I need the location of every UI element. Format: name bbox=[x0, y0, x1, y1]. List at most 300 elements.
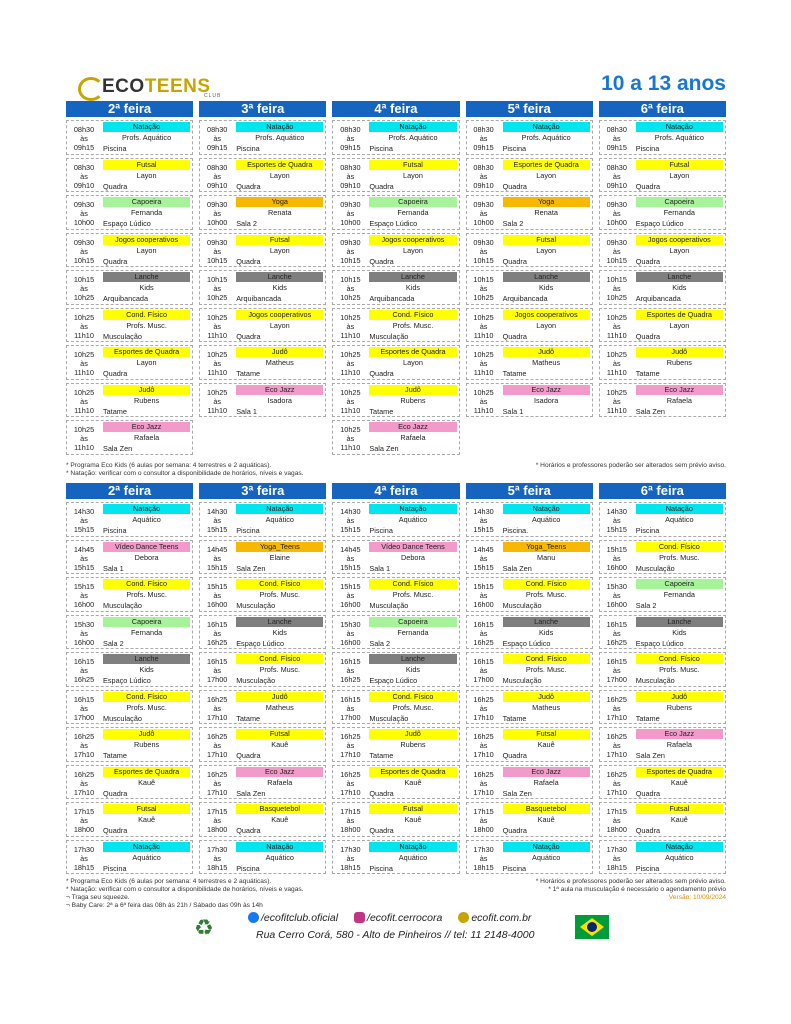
class-time bbox=[604, 238, 630, 265]
facebook-link[interactable]: /ecofitclub.oficial bbox=[248, 912, 338, 924]
note-line: * Horários e professores poderão ser alterados sem prévio aviso. bbox=[535, 878, 726, 885]
time-line: 14h45 bbox=[73, 544, 95, 554]
instructor-name: Kauê bbox=[271, 815, 289, 824]
activity-label: Esportes de Quadra bbox=[103, 767, 190, 777]
instructor-name: Kauê bbox=[138, 815, 156, 824]
room-name: Musculação bbox=[502, 676, 542, 685]
class-time bbox=[471, 507, 497, 534]
instructor-name: Kids bbox=[672, 283, 687, 292]
instructor-name: Aquático bbox=[398, 852, 428, 862]
room-name: Musculação bbox=[103, 713, 142, 723]
instructor-name: Aquático bbox=[132, 852, 161, 862]
time-line: às bbox=[346, 816, 355, 825]
room-name: Arquibancada bbox=[236, 294, 282, 303]
website-link[interactable]: ecofit.com.br bbox=[458, 912, 531, 924]
room-name: Quadra bbox=[236, 331, 261, 341]
room-name: Quadra bbox=[635, 331, 661, 341]
time-line: 17h10 bbox=[207, 787, 228, 797]
time-line: às bbox=[479, 359, 488, 368]
class-time bbox=[337, 275, 363, 302]
activity-label: Cond. Físico bbox=[369, 692, 456, 702]
class-time bbox=[337, 620, 363, 647]
time-line: 10h15 bbox=[207, 255, 228, 265]
time-line: 17h00 bbox=[473, 675, 494, 684]
instructor-name: Aquático bbox=[265, 852, 294, 862]
room-name: Espaço Lúdico bbox=[103, 676, 151, 685]
time-line: 17h30 bbox=[73, 844, 95, 854]
time-line: 08h30 bbox=[473, 125, 494, 134]
contact-footer bbox=[190, 911, 610, 945]
room-name: Espaço Lúdico bbox=[635, 638, 684, 648]
class-time bbox=[471, 238, 497, 265]
room-name: Piscina bbox=[635, 863, 660, 873]
activity-label: Futsal bbox=[636, 160, 723, 170]
time-line: 17h00 bbox=[73, 712, 95, 722]
room-name: Musculação bbox=[103, 601, 142, 610]
activity-label: Natação bbox=[636, 504, 723, 514]
instructor-name: Layon bbox=[136, 170, 157, 180]
time-line: 15h15 bbox=[340, 582, 361, 591]
time-line: 15h15 bbox=[473, 562, 494, 572]
time-line: 16h15 bbox=[73, 657, 95, 666]
class-time bbox=[471, 388, 497, 415]
time-line: 16h25 bbox=[473, 637, 494, 647]
time-line: 10h25 bbox=[606, 293, 627, 302]
class-time bbox=[71, 545, 97, 572]
time-line: às bbox=[346, 434, 355, 443]
time-line: 15h15 bbox=[473, 525, 494, 534]
class-slot bbox=[599, 802, 726, 837]
time-line: 17h10 bbox=[73, 750, 95, 759]
time-line: 16h25 bbox=[473, 694, 494, 704]
day-header: 3ª feira bbox=[199, 101, 326, 117]
time-line: 17h15 bbox=[473, 807, 494, 816]
room-name: Espaço Lúdico bbox=[103, 219, 151, 228]
activity-label: Judô bbox=[103, 385, 190, 395]
class-slot bbox=[599, 158, 726, 193]
class-time bbox=[337, 507, 363, 534]
room-name: Quadra bbox=[103, 256, 128, 266]
activity-label: Lanche bbox=[636, 272, 723, 282]
activity-label: Jogos cooperativos bbox=[369, 235, 456, 245]
class-slot bbox=[66, 765, 193, 800]
time-line: 16h25 bbox=[606, 732, 627, 741]
room-name: Sala 2 bbox=[502, 219, 524, 228]
class-slot bbox=[199, 345, 326, 380]
time-line: às bbox=[346, 246, 355, 256]
time-line: 15h30 bbox=[73, 619, 95, 629]
activity-label: Vídeo Dance Teens bbox=[369, 542, 456, 552]
time-line: às bbox=[80, 816, 88, 825]
room-name: Quadra bbox=[502, 331, 527, 341]
room-name: Piscina bbox=[103, 863, 127, 873]
class-slot bbox=[599, 577, 726, 612]
activity-label: Lanche bbox=[236, 272, 323, 282]
time-line: 10h00 bbox=[606, 218, 627, 227]
instructor-name: Matheus bbox=[532, 358, 561, 367]
time-line: às bbox=[346, 666, 355, 675]
time-line: 09h30 bbox=[606, 200, 627, 209]
room-name: Piscina bbox=[635, 144, 660, 153]
time-line: 10h00 bbox=[73, 218, 95, 227]
activity-label: Yoga_Teens bbox=[236, 542, 323, 552]
room-name: Sala Zen bbox=[236, 563, 266, 573]
class-time bbox=[604, 388, 630, 415]
time-line: 10h25 bbox=[606, 312, 627, 322]
class-slot bbox=[466, 502, 593, 537]
class-slot bbox=[66, 577, 193, 612]
room-name: Musculação bbox=[369, 601, 409, 610]
activity-label: Eco Jazz bbox=[236, 385, 323, 395]
room-name: Musculação bbox=[103, 331, 142, 341]
class-time bbox=[71, 620, 97, 647]
class-time bbox=[337, 657, 363, 684]
instructor-name: Rubens bbox=[400, 395, 426, 405]
time-line: 10h25 bbox=[340, 312, 361, 322]
time-line: às bbox=[213, 209, 222, 218]
time-line: 11h10 bbox=[340, 368, 361, 377]
instructor-name: Matheus bbox=[265, 702, 294, 712]
room-name: Sala Zen bbox=[369, 444, 399, 453]
time-line: 16h15 bbox=[207, 657, 228, 666]
activity-label: Eco Jazz bbox=[636, 385, 723, 395]
activity-label: Natação bbox=[369, 504, 456, 514]
class-slot bbox=[66, 502, 193, 537]
class-time bbox=[471, 313, 497, 340]
class-slot bbox=[466, 345, 593, 380]
room-name: Piscina bbox=[502, 144, 527, 153]
time-line: 09h10 bbox=[473, 180, 494, 190]
class-time bbox=[604, 620, 630, 647]
room-name: Quadra bbox=[103, 826, 128, 835]
class-slot bbox=[466, 802, 593, 837]
instructor-name: Kauê bbox=[537, 740, 555, 749]
class-slot bbox=[466, 540, 593, 575]
day-column bbox=[199, 483, 326, 877]
instructor-name: Layon bbox=[136, 358, 157, 367]
class-time bbox=[337, 238, 363, 265]
class-time bbox=[471, 200, 497, 227]
time-line: às bbox=[612, 284, 621, 293]
activity-label: Capoeira bbox=[636, 579, 723, 589]
room-name: Piscina bbox=[635, 526, 660, 535]
time-line: 15h15 bbox=[340, 562, 361, 572]
instagram-link[interactable]: /ecofit.cerrocora bbox=[354, 912, 442, 924]
room-name: Sala 2 bbox=[236, 219, 257, 228]
class-time bbox=[71, 507, 97, 534]
activity-label: Eco Jazz bbox=[236, 767, 323, 777]
room-name: Tatame bbox=[369, 406, 394, 416]
time-line: 10h25 bbox=[473, 387, 494, 397]
time-line: 10h25 bbox=[473, 293, 494, 302]
instructor-name: Aquático bbox=[665, 515, 694, 524]
time-line: 16h00 bbox=[606, 600, 627, 609]
activity-label: Cond. Físico bbox=[103, 692, 190, 702]
time-line: 15h15 bbox=[73, 562, 95, 572]
activity-label: Yoga_Teens bbox=[503, 542, 590, 552]
room-name: Quadra bbox=[103, 788, 128, 798]
room-name: Piscina bbox=[103, 526, 127, 535]
time-line: 18h15 bbox=[340, 862, 361, 872]
time-line: às bbox=[213, 591, 222, 600]
time-line: 14h45 bbox=[340, 544, 361, 554]
room-name: Tatame bbox=[369, 751, 394, 760]
time-line: 08h30 bbox=[606, 162, 627, 172]
time-line: às bbox=[213, 778, 222, 788]
time-line: 17h30 bbox=[207, 844, 228, 854]
activity-label: Esportes de Quadra bbox=[636, 767, 723, 777]
time-line: às bbox=[612, 591, 621, 600]
activity-label: Eco Jazz bbox=[503, 385, 590, 395]
time-line: 10h15 bbox=[473, 255, 494, 265]
time-line: 17h30 bbox=[606, 844, 627, 854]
day-header: 6ª feira bbox=[599, 101, 726, 117]
time-line: 17h10 bbox=[473, 787, 494, 797]
time-line: 11h10 bbox=[74, 368, 94, 377]
class-slot bbox=[332, 502, 459, 537]
time-line: 09h30 bbox=[340, 200, 361, 209]
class-slot bbox=[599, 383, 726, 418]
activity-label: Natação bbox=[369, 842, 456, 852]
class-time bbox=[337, 695, 363, 722]
time-line: às bbox=[612, 703, 621, 713]
time-line: às bbox=[479, 321, 488, 331]
time-line: 17h10 bbox=[606, 787, 627, 797]
time-line: às bbox=[612, 778, 621, 788]
time-line: 16h15 bbox=[606, 619, 627, 629]
class-slot bbox=[66, 690, 193, 725]
instructor-name: Rafaela bbox=[666, 740, 692, 749]
room-name: Quadra bbox=[635, 788, 661, 798]
instructor-name: Profs. Musc. bbox=[659, 552, 700, 562]
class-time bbox=[471, 582, 497, 609]
instructor-name: Kauê bbox=[138, 777, 156, 787]
time-line: 16h15 bbox=[340, 657, 361, 666]
instructor-name: Layon bbox=[269, 320, 290, 330]
instructor-name: Profs. Musc. bbox=[259, 590, 301, 599]
instructor-name: Renata bbox=[534, 208, 558, 217]
room-name: Quadra bbox=[635, 826, 661, 835]
room-name: Tatame bbox=[236, 369, 261, 378]
class-time bbox=[71, 200, 97, 227]
activity-label: Esportes de Quadra bbox=[503, 160, 590, 170]
class-slot bbox=[466, 120, 593, 155]
class-slot bbox=[199, 383, 326, 418]
time-line: 09h30 bbox=[207, 200, 228, 209]
instructor-name: Isadora bbox=[267, 395, 292, 405]
time-line: 10h25 bbox=[73, 387, 95, 397]
class-slot bbox=[199, 120, 326, 155]
activity-label: Eco Jazz bbox=[369, 422, 456, 432]
time-line: 17h10 bbox=[207, 712, 228, 722]
instructor-name: Aquático bbox=[265, 515, 294, 524]
class-time bbox=[204, 163, 230, 190]
instructor-name: Rubens bbox=[400, 740, 426, 749]
day-header: 5ª feira bbox=[466, 101, 593, 117]
instructor-name: Rubens bbox=[134, 395, 160, 405]
instructor-name: Fernanda bbox=[130, 627, 163, 637]
class-slot bbox=[466, 195, 593, 230]
class-slot bbox=[199, 502, 326, 537]
time-line: às bbox=[80, 666, 88, 675]
afternoon-notes bbox=[66, 878, 726, 910]
activity-label: Futsal bbox=[503, 235, 590, 245]
note-line: * Natação: verificar com o consultor a disponibilidade de horários, níveis e vagas. bbox=[66, 470, 304, 477]
time-line: 09h30 bbox=[340, 237, 361, 247]
time-line: 10h15 bbox=[73, 275, 95, 284]
class-slot bbox=[599, 840, 726, 875]
instructor-name: Kauê bbox=[670, 777, 688, 787]
class-slot bbox=[66, 158, 193, 193]
time-line: às bbox=[80, 853, 88, 863]
class-time bbox=[604, 350, 630, 377]
time-line: 15h30 bbox=[606, 582, 627, 591]
time-line: 10h25 bbox=[606, 350, 627, 359]
instructor-name: Kauê bbox=[537, 815, 555, 824]
time-line: 11h10 bbox=[606, 368, 627, 377]
activity-label: Futsal bbox=[103, 160, 190, 170]
activity-label: Futsal bbox=[103, 804, 190, 814]
activity-label: Natação bbox=[636, 842, 723, 852]
day-header: 2ª feira bbox=[66, 483, 193, 499]
time-line: 16h15 bbox=[606, 657, 627, 666]
activity-label: Natação bbox=[369, 122, 456, 132]
activity-label: Eco Jazz bbox=[503, 767, 590, 777]
time-line: 16h25 bbox=[73, 732, 95, 741]
activity-label: Futsal bbox=[236, 235, 323, 245]
instructor-name: Kids bbox=[272, 283, 287, 292]
time-line: 16h25 bbox=[606, 637, 627, 647]
day-column bbox=[332, 101, 459, 458]
time-line: 18h00 bbox=[473, 825, 494, 834]
room-name: Arquibancada bbox=[369, 294, 415, 303]
time-line: às bbox=[479, 628, 488, 638]
activity-label: Futsal bbox=[369, 160, 456, 170]
class-slot bbox=[599, 615, 726, 650]
time-line: 18h15 bbox=[473, 862, 494, 872]
class-time bbox=[604, 545, 630, 572]
class-time bbox=[471, 275, 497, 302]
time-line: 09h15 bbox=[473, 143, 494, 152]
time-line: 09h10 bbox=[207, 180, 228, 190]
note-line: * Programa Eco Kids (6 aulas por semana: 4 terrestres e 2 aquáticas). bbox=[66, 878, 272, 885]
class-time bbox=[71, 582, 97, 609]
room-name: Musculação bbox=[369, 331, 409, 341]
instructor-name: Layon bbox=[403, 358, 423, 367]
address-line: Rua Cerro Corá, 580 - Alto de Pinheiros // tel: 11 2148-4000 bbox=[256, 929, 535, 941]
time-line: às bbox=[346, 553, 355, 563]
time-line: às bbox=[346, 134, 355, 143]
room-name: Musculação bbox=[369, 713, 409, 723]
time-line: 09h30 bbox=[207, 237, 228, 247]
time-line: 15h15 bbox=[473, 582, 494, 591]
class-time bbox=[604, 657, 630, 684]
time-line: 18h00 bbox=[73, 825, 95, 834]
time-line: às bbox=[213, 396, 222, 406]
instructor-name: Isadora bbox=[533, 395, 559, 405]
time-line: 16h00 bbox=[473, 600, 494, 609]
class-slot bbox=[332, 420, 459, 455]
class-time bbox=[204, 582, 230, 609]
time-line: às bbox=[80, 134, 88, 143]
class-slot bbox=[466, 233, 593, 268]
room-name: Sala 1 bbox=[369, 563, 391, 573]
day-column bbox=[599, 483, 726, 877]
class-time bbox=[71, 238, 97, 265]
morning-schedule bbox=[66, 101, 726, 458]
instructor-name: Rafaela bbox=[267, 777, 293, 787]
time-line: às bbox=[80, 516, 88, 525]
time-line: 16h25 bbox=[207, 769, 228, 779]
activity-label: Natação bbox=[103, 122, 190, 132]
room-name: Sala Zen bbox=[635, 406, 665, 416]
class-slot bbox=[66, 270, 193, 305]
class-slot bbox=[332, 802, 459, 837]
time-line: 15h15 bbox=[340, 525, 361, 534]
instructor-name: Profs. Musc. bbox=[392, 702, 434, 712]
instructor-name: Kauê bbox=[271, 740, 289, 749]
instructor-name: Layon bbox=[269, 245, 290, 255]
class-time bbox=[204, 200, 230, 227]
activity-label: Capoeira bbox=[103, 617, 190, 627]
time-line: 16h15 bbox=[340, 694, 361, 704]
activity-label: Capoeira bbox=[103, 197, 190, 207]
time-line: às bbox=[479, 666, 488, 675]
class-slot bbox=[332, 158, 459, 193]
class-slot bbox=[599, 652, 726, 687]
note-line: ¬ Baby Care: 2ª a 6ª feira das 08h às 21h / Sábado das 09h às 14h bbox=[66, 902, 263, 909]
activity-label: Judô bbox=[636, 692, 723, 702]
activity-label: Esportes de Quadra bbox=[103, 347, 190, 357]
class-time bbox=[471, 845, 497, 872]
time-line: 16h00 bbox=[207, 600, 228, 609]
class-time bbox=[337, 388, 363, 415]
activity-label: Basquetebol bbox=[503, 804, 590, 814]
instructor-name: Profs. Musc. bbox=[392, 320, 434, 330]
room-name: Quadra bbox=[236, 181, 261, 191]
class-time bbox=[71, 732, 97, 759]
time-line: às bbox=[612, 396, 621, 406]
activity-label: Lanche bbox=[503, 617, 590, 627]
time-line: às bbox=[346, 359, 355, 368]
activity-label: Natação bbox=[236, 122, 323, 132]
class-time bbox=[204, 770, 230, 797]
time-line: 10h25 bbox=[73, 312, 95, 322]
day-column bbox=[466, 483, 593, 877]
room-name: Tatame bbox=[103, 751, 127, 760]
class-slot bbox=[66, 120, 193, 155]
room-name: Quadra bbox=[236, 751, 261, 760]
room-name: Sala Zen bbox=[236, 788, 266, 798]
instructor-name: Kids bbox=[139, 665, 154, 674]
room-name: Quadra bbox=[369, 256, 394, 266]
time-line: às bbox=[80, 591, 88, 600]
time-line: 14h30 bbox=[606, 507, 627, 516]
time-line: às bbox=[479, 553, 488, 563]
time-line: 17h30 bbox=[340, 844, 361, 854]
time-line: 09h10 bbox=[606, 180, 627, 190]
room-name: Sala Zen bbox=[502, 788, 532, 798]
instagram-icon bbox=[354, 912, 365, 923]
room-name: Quadra bbox=[502, 751, 527, 760]
class-slot bbox=[466, 308, 593, 343]
instructor-name: Layon bbox=[403, 170, 423, 180]
time-line: 10h25 bbox=[207, 350, 228, 359]
room-name: Musculação bbox=[635, 563, 675, 573]
time-line: 16h25 bbox=[606, 694, 627, 704]
time-line: 15h15 bbox=[606, 525, 627, 534]
time-line: 14h45 bbox=[207, 544, 228, 554]
